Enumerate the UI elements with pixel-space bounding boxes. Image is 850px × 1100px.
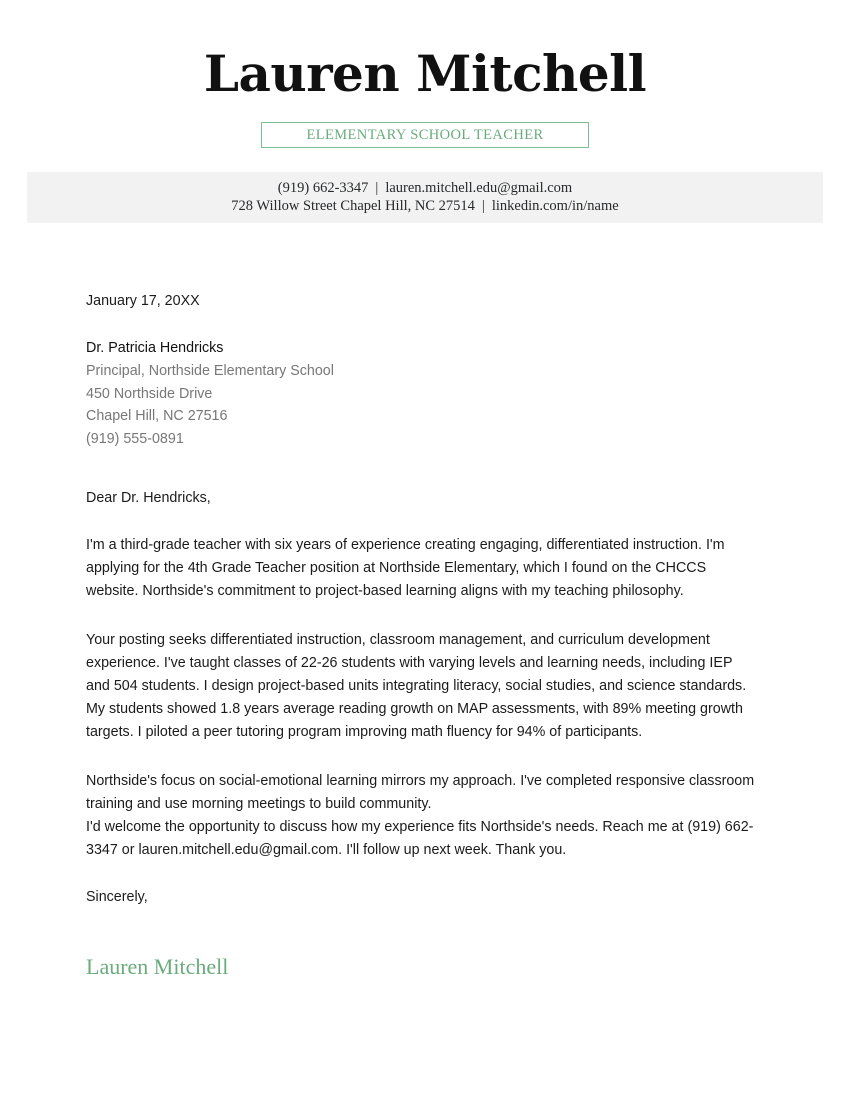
body-paragraph-3	[86, 770, 755, 863]
letter-header	[0, 0, 850, 148]
body-paragraph-1	[86, 534, 755, 604]
recipient-address-block	[86, 337, 755, 451]
paragraph-line: I'm a third-grade teacher with six years of experience creating engaging, differentiated instruction. I'm applying for the 4th Grade Teacher position at Northside Elementary, which I found on the CHCCS website. Northside's commitment to project-based learning aligns with my teaching philosophy.	[86, 536, 725, 600]
contact-line-secondary	[37, 197, 813, 215]
recipient-street: 450 Northside Drive	[86, 385, 213, 402]
contact-address: 728 Willow Street Chapel Hill, NC 27514	[231, 198, 475, 214]
recipient-phone: (919) 555-0891	[86, 431, 184, 448]
recipient-city-state-zip: Chapel Hill, NC 27516	[86, 408, 228, 425]
contact-email[interactable]: lauren.mitchell.edu@gmail.com	[385, 180, 573, 196]
contact-line-primary	[37, 179, 813, 197]
contact-separator: |	[481, 198, 485, 214]
contact-linkedin[interactable]: linkedin.com/in/name	[491, 198, 619, 214]
job-title-badge-container	[0, 122, 850, 148]
letter-date: January 17, 20XX	[86, 293, 200, 309]
job-title-text: ELEMENTARY SCHOOL TEACHER	[306, 126, 544, 143]
job-title-badge	[261, 122, 589, 148]
paragraph-line: I'd welcome the opportunity to discuss how my experience fits Northside's needs. Reach me at (919) 662-3347 or lauren.mitchell.edu@gmail.com. I'll follow up next week. Thank you.	[86, 819, 754, 859]
contact-bar	[27, 172, 823, 223]
contact-separator: |	[375, 180, 379, 196]
recipient-title: Principal, Northside Elementary School	[86, 362, 334, 379]
page-title: Lauren Mitchell	[203, 44, 647, 103]
paragraph-line: Northside's focus on social-emotional learning mirrors my approach. I've completed responsive classroom training and use morning meetings to build community.	[86, 772, 755, 812]
recipient-name: Dr. Patricia Hendricks	[86, 340, 224, 356]
paragraph-line: Your posting seeks differentiated instruction, classroom management, and curriculum development experience. I've taught classes of 22-26 students with varying levels and learning needs, including IEP and 504 students. I design project-based units integrating literacy, social studies, and science standards. My students showed 1.8 years average reading growth on MAP assessments, with 89% meeting growth targets. I piloted a peer tutoring program improving math fluency for 94% of participants.	[86, 631, 747, 741]
body-paragraph-2	[86, 629, 755, 745]
letter-body	[86, 223, 755, 980]
contact-phone: (919) 662-3347	[277, 180, 369, 196]
closing-line: Sincerely,	[86, 889, 148, 906]
signature-name: Lauren Mitchell	[86, 954, 229, 980]
salutation: Dear Dr. Hendricks,	[86, 489, 211, 506]
